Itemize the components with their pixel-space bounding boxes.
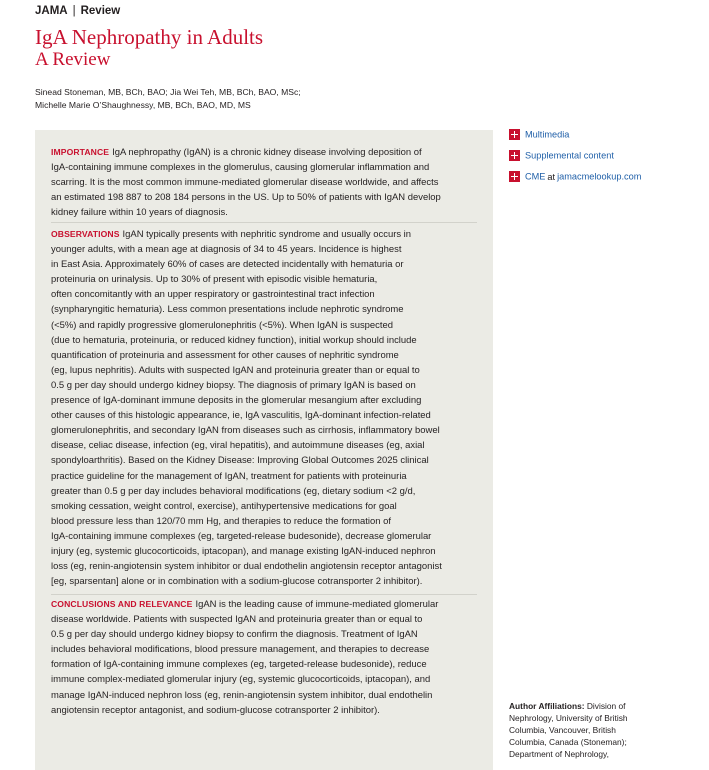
abstract-line: disease, celiac disease, infection (eg, viral hepatitis), and autoimmune diseases (eg, axial (51, 440, 425, 452)
abstract-line: (synpharyngitic hematuria). Less common presentations include nephrotic syndrome (51, 304, 404, 316)
abstract-line: younger adults, with a mean age at diagnosis of 34 to 45 years. Incidence is highest (51, 244, 402, 256)
abstract-observations (51, 227, 481, 589)
section-divider (51, 594, 477, 595)
supplemental-label[interactable]: Supplemental content (525, 150, 614, 161)
article-type: Review (80, 5, 121, 17)
observations-heading: OBSERVATIONS (51, 229, 120, 239)
abstract-conclusions (51, 597, 481, 718)
article-title: IgA Nephropathy in Adults (35, 25, 264, 49)
abstract-line: formation of IgA-containing immune complexes (eg, targeted-release budesonide), reduce (51, 659, 427, 671)
affiliations-heading: Author Affiliations: (509, 701, 585, 711)
abstract-line: IgA-containing immune complexes in the glomerulus, causing glomerular inflammation and (51, 162, 430, 174)
author-line-2: Michelle Marie O’Shaughnessy, MB, BCh, BAO, MD, MS (35, 100, 251, 110)
affil-line (509, 700, 639, 712)
affil-line: Columbia, Canada (Stoneman); (509, 737, 627, 747)
abstract-line-text: IgAN typically presents with nephritic syndrome and usually occurs in (122, 229, 412, 240)
abstract-line: greater than 0.5 g per day includes behavioral modifications (eg, dietary sodium <2 g/d, (51, 485, 416, 497)
plus-icon (509, 129, 520, 140)
affil-line-text: Division of (586, 701, 626, 711)
abstract-line: an estimated 198 887 to 208 184 persons in the US. Up to 50% of patients with IgAN develop (51, 192, 441, 204)
author-affiliations (509, 700, 639, 760)
cme-link[interactable] (509, 171, 641, 182)
abstract-line: blood pressure less than 120/70 mm Hg, and therapies to reduce the formation of (51, 515, 391, 527)
abstract-line: glomerulonephritis, and secondary IgAN from diseases such as cirrhosis, inflammatory bowel (51, 425, 440, 437)
cme-at: at (547, 171, 556, 182)
plus-icon (509, 150, 520, 161)
abstract-line-text: IgA nephropathy (IgAN) is a chronic kidney disease involving deposition of (112, 147, 422, 158)
abstract-line: quantification of proteinuria and assessment for other causes of nephritic syndrome (51, 349, 399, 361)
affil-line: Department of Nephrology, (509, 749, 609, 759)
abstract-line: scarring. It is the most common immune-mediated glomerular disease worldwide, and affects (51, 177, 439, 189)
cme-url-link[interactable]: jamacmelookup.com (557, 171, 642, 182)
author-line-1: Sinead Stoneman, MB, BCh, BAO; Jia Wei Teh, MB, BCh, BAO, MSc; (35, 87, 301, 97)
journal-header (35, 5, 120, 17)
abstract-line: smoking cessation, weight control, exercise), antihypertensive medications for goal (51, 500, 397, 512)
multimedia-link[interactable] (509, 129, 569, 140)
multimedia-label[interactable]: Multimedia (525, 129, 570, 140)
supplemental-content-link[interactable] (509, 150, 614, 161)
abstract-line: practice guideline for the management of IgAN, treatment for patients with proteinuria (51, 470, 407, 482)
abstract-line: loss (eg, renin-angiotensin system inhibitor or dual endothelin angiotensin receptor antagonist (51, 561, 442, 573)
author-list (35, 86, 301, 112)
article-subtitle: A Review (35, 49, 111, 70)
abstract-line: [eg, sparsentan] alone or in combination with a sodium-glucose cotransporter 2 inhibitor). (51, 576, 423, 588)
plus-icon (509, 171, 520, 182)
journal-name: JAMA (35, 5, 68, 17)
importance-heading: IMPORTANCE (51, 147, 110, 157)
abstract-line: immune complex-mediated glomerular injury (eg, systemic glucocorticoids, iptacopan), and (51, 674, 431, 686)
abstract-line: 0.5 g per day should undergo kidney biopsy. The diagnosis of primary IgAN is based on (51, 379, 416, 391)
cme-label[interactable]: CME (525, 171, 546, 182)
abstract-line (51, 597, 481, 612)
abstract-line: (eg, lupus nephritis). Adults with suspected IgAN and proteinuria greater than or equal to (51, 364, 420, 376)
header-separator: | (72, 5, 76, 17)
abstract-line: often concomitantly with an upper respiratory or gastrointestinal tract infection (51, 289, 375, 301)
abstract-line: angiotensin receptor antagonist, and sodium-glucose cotransporter 2 inhibitor). (51, 704, 380, 716)
abstract-line: disease worldwide. Patients with suspected IgAN and proteinuria greater than or equal to (51, 614, 423, 626)
abstract-line: includes behavioral modifications, blood pressure management, and therapies to decrease (51, 644, 430, 656)
abstract-line: injury (eg, systemic glucocorticoids, iptacopan), and manage existing IgAN-induced nephron (51, 545, 436, 557)
abstract-line: proteinuria on urinalysis. Up to 30% of present with episodic visible hematuria, (51, 274, 378, 286)
affil-line: Columbia, Vancouver, British (509, 725, 616, 735)
abstract-importance (51, 145, 481, 220)
abstract-line: IgA-containing immune complexes (eg, targeted-release budesonide), decrease glomerular (51, 530, 432, 542)
abstract-line: (due to hematuria, proteinuria, or reduced kidney function), initial workup should include (51, 334, 417, 346)
abstract-line: manage IgAN-induced nephron loss (eg, renin-angiotensin system inhibitor, dual endothelin (51, 689, 433, 701)
abstract-line: (<5%) and rapidly progressive glomerulonephritis (<5%). When IgAN is suspected (51, 319, 394, 331)
conclusions-heading: CONCLUSIONS AND RELEVANCE (51, 599, 193, 609)
abstract-line (51, 145, 481, 160)
abstract-line: 0.5 g per day should undergo kidney biopsy to confirm the diagnosis. Treatment of IgAN (51, 629, 418, 641)
section-divider (51, 222, 477, 223)
abstract-line: kidney failure within 10 years of diagnosis. (51, 207, 228, 219)
abstract-line: other causes of this histologic appearance, ie, IgA vasculitis, IgA-dominant infection-related (51, 410, 431, 422)
affil-line: Nephrology, University of British (509, 713, 628, 723)
abstract-line-text: IgAN is the leading cause of immune-mediated glomerular (195, 599, 439, 610)
abstract-panel (35, 130, 493, 770)
abstract-line: presence of IgA-dominant immune deposits in the glomerular mesangium after excluding (51, 395, 422, 407)
abstract-line: in East Asia. Approximately 60% of cases are detected incidentally with hematuria or (51, 259, 404, 271)
abstract-line (51, 227, 481, 242)
abstract-line: spondyloarthritis). Based on the Kidney Disease: Improving Global Outcomes 2025 clinical (51, 455, 429, 467)
